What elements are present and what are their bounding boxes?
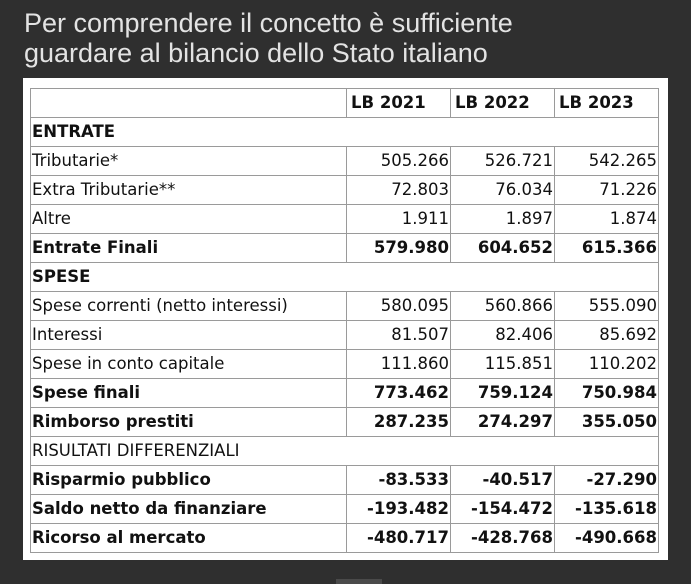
value-cell: 81.507 — [347, 321, 451, 350]
value-cell: -480.717 — [347, 524, 451, 553]
row-label: Interessi — [31, 321, 347, 350]
value-cell: 526.721 — [451, 147, 555, 176]
value-cell: 355.050 — [555, 408, 659, 437]
title-line-1: Per comprendere il concetto è sufficiente — [24, 8, 513, 38]
value-cell: 579.980 — [347, 234, 451, 263]
row-label: Extra Tributarie** — [31, 176, 347, 205]
row-label: ENTRATE — [31, 118, 347, 147]
header-cell-lb2023: LB 2023 — [555, 89, 659, 118]
value-cell: -83.533 — [347, 466, 451, 495]
value-cell: 759.124 — [451, 379, 555, 408]
row-label: Tributarie* — [31, 147, 347, 176]
value-cell: 580.095 — [347, 292, 451, 321]
value-cell: 1.874 — [555, 205, 659, 234]
table-row — [31, 379, 659, 408]
row-label: Rimborso prestiti — [31, 408, 347, 437]
section-header-row — [31, 437, 659, 466]
empty-cell — [451, 437, 555, 466]
empty-cell — [347, 437, 451, 466]
value-cell: 750.984 — [555, 379, 659, 408]
table-row — [31, 321, 659, 350]
header-cell-lb2022: LB 2022 — [451, 89, 555, 118]
table-row — [31, 234, 659, 263]
value-cell: 85.692 — [555, 321, 659, 350]
value-cell: 115.851 — [451, 350, 555, 379]
value-cell: -135.618 — [555, 495, 659, 524]
empty-cell — [555, 118, 659, 147]
value-cell: 1.897 — [451, 205, 555, 234]
value-cell: 82.406 — [451, 321, 555, 350]
row-label: Entrate Finali — [31, 234, 347, 263]
empty-cell — [451, 263, 555, 292]
budget-table-body — [31, 89, 659, 553]
table-row — [31, 466, 659, 495]
table-row — [31, 350, 659, 379]
table-row — [31, 524, 659, 553]
empty-cell — [555, 263, 659, 292]
value-cell: 773.462 — [347, 379, 451, 408]
value-cell: 71.226 — [555, 176, 659, 205]
value-cell: 555.090 — [555, 292, 659, 321]
budget-table — [30, 88, 659, 553]
empty-cell — [555, 437, 659, 466]
table-row — [31, 176, 659, 205]
row-label: Spese finali — [31, 379, 347, 408]
scroll-indicator — [336, 579, 382, 584]
header-cell-empty — [31, 89, 347, 118]
section-header-row — [31, 118, 659, 147]
table-row — [31, 205, 659, 234]
row-label: Altre — [31, 205, 347, 234]
value-cell: -27.290 — [555, 466, 659, 495]
value-cell: 560.866 — [451, 292, 555, 321]
row-label: RISULTATI DIFFERENZIALI — [31, 437, 347, 466]
row-label: Ricorso al mercato — [31, 524, 347, 553]
value-cell: 274.297 — [451, 408, 555, 437]
value-cell: 111.860 — [347, 350, 451, 379]
value-cell: 542.265 — [555, 147, 659, 176]
row-label: Risparmio pubblico — [31, 466, 347, 495]
section-header-row — [31, 263, 659, 292]
slide-title — [24, 8, 674, 68]
table-row — [31, 147, 659, 176]
value-cell: -154.472 — [451, 495, 555, 524]
table-header-row — [31, 89, 659, 118]
value-cell: -490.668 — [555, 524, 659, 553]
row-label: Spese correnti (netto interessi) — [31, 292, 347, 321]
value-cell: 287.235 — [347, 408, 451, 437]
row-label: SPESE — [31, 263, 347, 292]
table-row — [31, 495, 659, 524]
value-cell: 615.366 — [555, 234, 659, 263]
table-panel — [23, 78, 668, 560]
table-row — [31, 292, 659, 321]
row-label: Spese in conto capitale — [31, 350, 347, 379]
value-cell: -428.768 — [451, 524, 555, 553]
empty-cell — [451, 118, 555, 147]
header-cell-lb2021: LB 2021 — [347, 89, 451, 118]
empty-cell — [347, 118, 451, 147]
value-cell: 76.034 — [451, 176, 555, 205]
value-cell: 110.202 — [555, 350, 659, 379]
value-cell: 1.911 — [347, 205, 451, 234]
title-line-2: guardare al bilancio dello Stato italiano — [24, 38, 488, 68]
value-cell: -40.517 — [451, 466, 555, 495]
value-cell: -193.482 — [347, 495, 451, 524]
empty-cell — [347, 263, 451, 292]
value-cell: 604.652 — [451, 234, 555, 263]
value-cell: 72.803 — [347, 176, 451, 205]
value-cell: 505.266 — [347, 147, 451, 176]
table-row — [31, 408, 659, 437]
row-label: Saldo netto da finanziare — [31, 495, 347, 524]
